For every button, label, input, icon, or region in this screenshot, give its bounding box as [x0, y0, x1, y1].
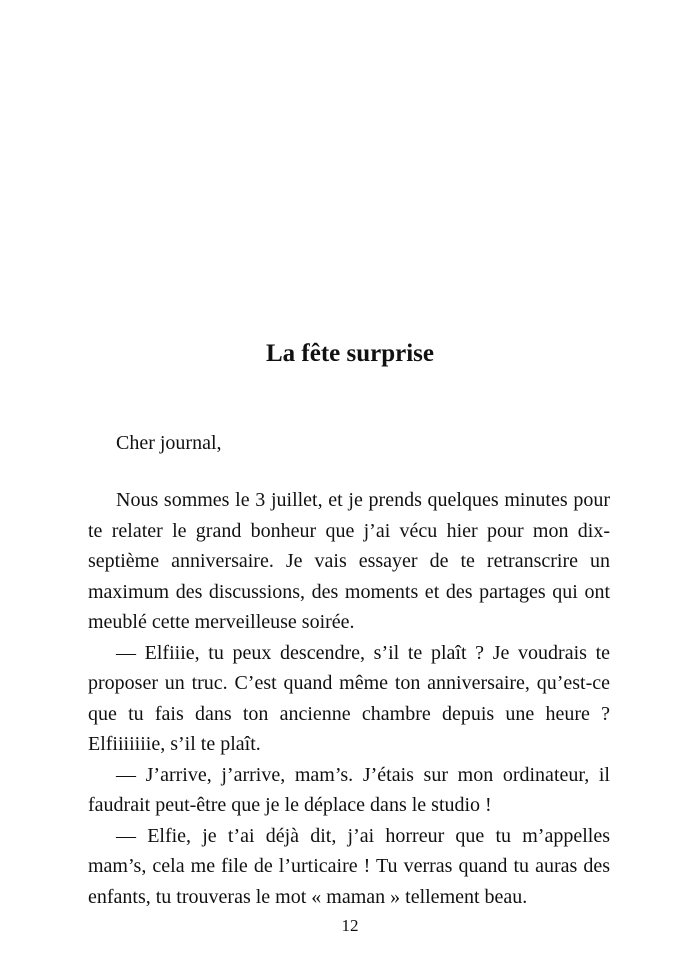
- letter-salutation: Cher journal,: [116, 432, 222, 454]
- chapter-title: La fête surprise: [265, 340, 435, 367]
- page-number: 12: [341, 916, 359, 935]
- paragraph: — Elfiiie, tu peux descendre, s’il te plaît ? Je voudrais te proposer un truc. C’est quand même ton anniversaire, qu’est-ce que tu fais dans ton ancienne chambre depuis une heure ? Elfiiiiiiie, s’il te plaît.: [88, 641, 610, 755]
- paragraph: Nous sommes le 3 juillet, et je prends quelques minutes pour te relater le grand bonheur que j’ai vécu hier pour mon dix-septième anniversaire. Je vais essayer de te retranscrire un maximum des discussions, des moments et des partages qui ont meublé cette merveilleuse soirée.: [88, 489, 610, 633]
- letter-body: [88, 485, 610, 912]
- paragraph: — J’arrive, j’arrive, mam’s. J’étais sur mon ordinateur, il faudrait peut-être que je le déplace dans le studio !: [88, 763, 610, 816]
- paragraph: — Elfie, je t’ai déjà dit, j’ai horreur que tu m’appelles mam’s, cela me file de l’urticaire ! Tu verras quand tu auras des enfants, tu trouveras le mot « maman » tellement beau.: [88, 824, 610, 908]
